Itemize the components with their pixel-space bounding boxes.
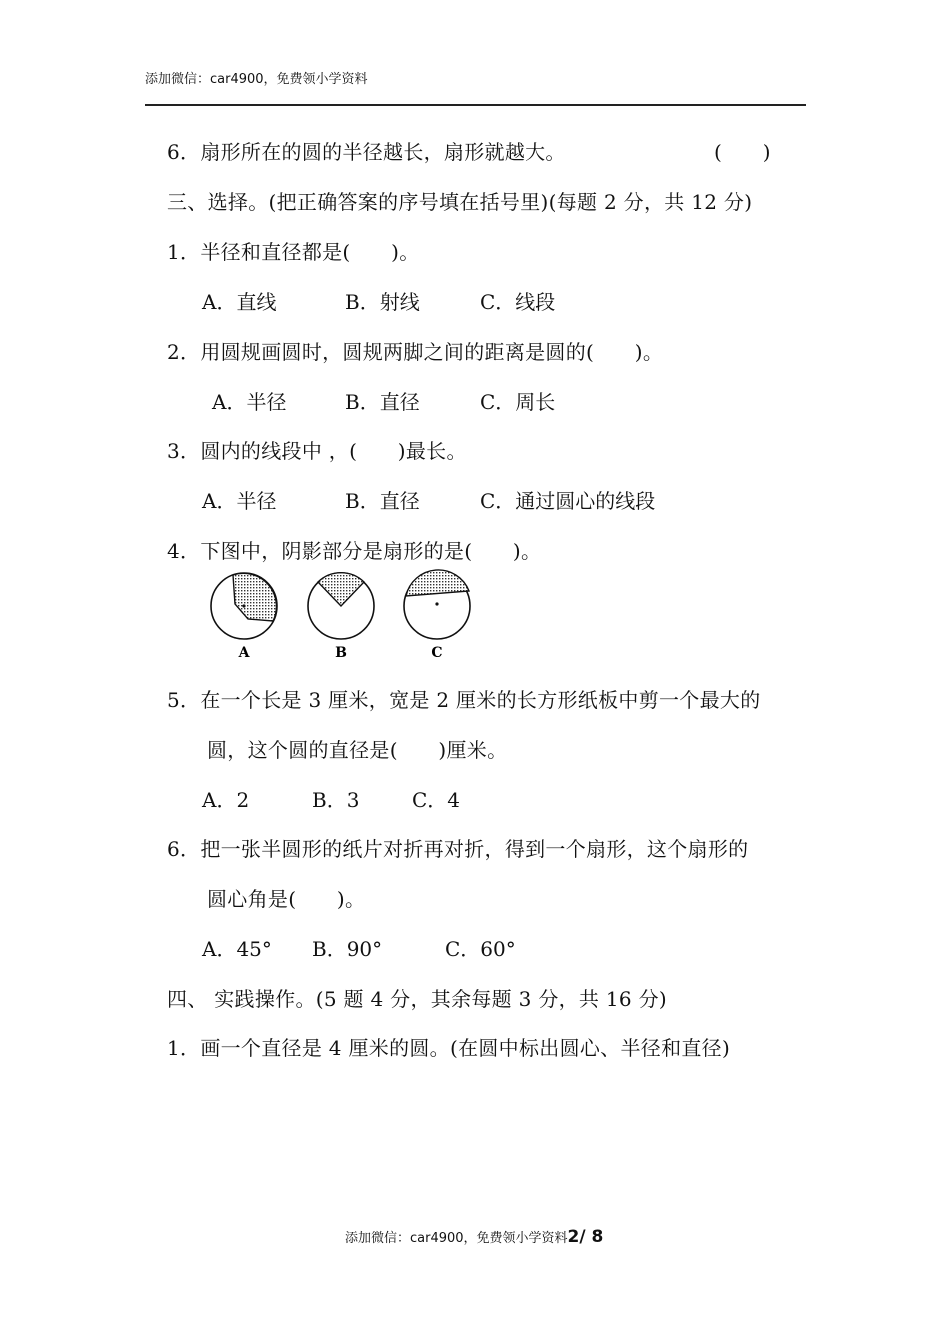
header-rule [145, 104, 806, 106]
question-4: 4．下图中，阴影部分是扇形的是( )。 [167, 539, 542, 563]
option-c: C．4 [412, 788, 461, 812]
option-b: B．射线 [345, 290, 420, 314]
question-2: 2．用圆规画圆时，圆规两脚之间的距离是圆的( )。 [167, 340, 664, 364]
option-a: A．2 [202, 788, 250, 812]
section-3-title: 三、选择。(把正确答案的序号填在括号里)(每题 2 分，共 12 分) [167, 190, 753, 214]
option-b: B．直径 [345, 489, 420, 513]
figure-c [404, 570, 470, 639]
question-1: 1．半径和直径都是( )。 [167, 240, 420, 264]
option-b: B．90° [312, 937, 383, 961]
question-5-line-2: 圆，这个圆的直径是( )厘米。 [207, 738, 508, 762]
option-c: C．60° [445, 937, 516, 961]
option-a: A．半径 [212, 390, 287, 414]
figure-label-a: A [238, 645, 250, 661]
page-number: 2/ 8 [567, 1227, 604, 1247]
option-c: C．线段 [480, 290, 556, 314]
option-a: A．直线 [202, 290, 277, 314]
question-3: 3．圆内的线段中 ，( )最长。 [167, 439, 467, 463]
figure-a [211, 573, 277, 639]
figure-label-c: C [431, 645, 443, 661]
sector-figure [205, 566, 485, 666]
question-6-line-1: 6．把一张半圆形的纸片对折再对折，得到一个扇形，这个扇形的 [167, 837, 749, 861]
section-4-title: 四、 实践操作。(5 题 4 分，其余每题 3 分，共 16 分) [167, 987, 667, 1011]
question-5-line-1: 5．在一个长是 3 厘米，宽是 2 厘米的长方形纸板中剪一个最大的 [167, 688, 761, 712]
header-note: 添加微信：car4900，免费领小学资料 [145, 72, 368, 87]
figure-b [308, 573, 374, 639]
question-6-true-false: 6．扇形所在的圆的半径越长，扇形就越大。 [167, 140, 566, 164]
footer-note: 添加微信：car4900，免费领小学资料 [345, 1231, 568, 1246]
answer-paren: ( ) [714, 140, 771, 164]
option-c: C．周长 [480, 390, 556, 414]
option-a: A．45° [202, 937, 272, 961]
option-c: C．通过圆心的线段 [480, 489, 656, 513]
figure-label-b: B [335, 645, 347, 661]
option-a: A．半径 [202, 489, 277, 513]
option-b: B．直径 [345, 390, 420, 414]
option-b: B．3 [312, 788, 360, 812]
footer [345, 1227, 603, 1247]
question-6-line-2: 圆心角是( )。 [207, 887, 366, 911]
practice-question-1: 1．画一个直径是 4 厘米的圆。(在圆中标出圆心、半径和直径) [167, 1036, 731, 1060]
